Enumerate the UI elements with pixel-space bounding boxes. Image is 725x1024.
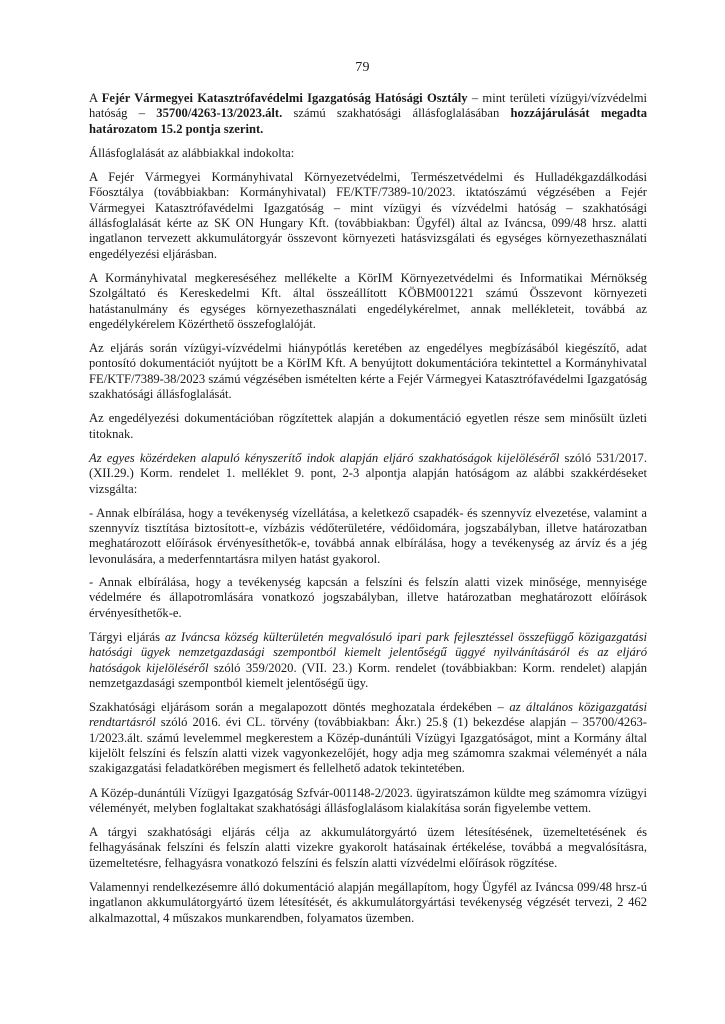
text-run: A Kormányhivatal megkereséséhez mellékelte a KörIM Környezetvédelmi és Informatikai Mérnökség Szolgáltató és Kereskedelmi Kft. által összeállított KÖBM001221 számú Összevont környezeti hatástanulmány és egységes környezethasználati engedélykérelmet, annak mellékleteit, továbbá az engedélykérelem Közérthető összefoglalóját. — [89, 270, 647, 331]
paragraph — [89, 825, 647, 871]
text-run: szóló 531/2017. (XII.29.) Korm. rendelet 1. melléklet 9. pont, 2-3 alpontja alapján hatóságom az alábbi szakkérdéseket vizsgálta: — [89, 450, 647, 496]
paragraph — [89, 700, 647, 776]
text-run: Tárgyi eljárás — [89, 629, 165, 644]
text-run: az általános közigazgatási rendtartásról — [89, 700, 647, 730]
page-number: 79 — [355, 60, 370, 75]
paragraph — [89, 91, 647, 137]
paragraph — [89, 506, 647, 567]
text-run: Az eljárás során vízügyi-vízvédelmi hiánypótlás keretében az engedélyes megbízásából kiegészítő, adat pontosító dokumentációt nyújtott be a KörIM Kft. A benyújtott dokumentációra tekintettel a Kormányhivatal FE/KTF/7389-38/2023 számú végzésében ismételten kérte a Fejér Vármegyei Katasztrófavédelmi Igazgatóság szakhatósági állásfoglalását. — [89, 341, 647, 402]
text-run: A tárgyi szakhatósági eljárás célja az akkumulátorgyártó üzem létesítésének, üzemeltetésének és felhagyásának felszíni és felszín alatti vizekre gyakorolt hatásainak értékelése, továbbá a megvalósításra, üzemeltetésre, felhagyásra vonatkozó felszíni és felszín alatti vízvédelmi előírások rögzítése. — [89, 825, 647, 870]
paragraph — [89, 575, 647, 621]
text-run: - Annak elbírálása, hogy a tevékenység vízellátása, a keletkező csapadék- és szennyvíz elvezetése, valamint a szennyvíz tisztítása biztosított-e, vízbázis védőterületére, védőidomára, jogszabályban, illetve határozatban meghatározott előírások érvényesíthetők-e, továbbá annak elbírálása, hogy a tevékenység az árvíz és a jég levonulására, a mederfenntartásra milyen hatást gyakorol. — [89, 505, 647, 566]
paragraph — [89, 630, 647, 691]
paragraph — [89, 411, 647, 442]
document-body — [89, 91, 647, 935]
text-run: szóló 359/2020. (VII. 23.) Korm. rendelet (továbbiakban: Korm. rendelet) alapján nemzetgazdasági szempontból kiemelt jelentőségű ügy. — [89, 660, 647, 690]
text-run: az Iváncsa község külterületén megvalósuló ipari park fejlesztéssel összefüggő közigazgatási hatósági ügyek nemzetgazdasági szempontból kiemelt jelentőségű üggyé nyilvánításáról és az eljáró hatóságok kijelöléséről — [89, 629, 647, 675]
text-run: szóló 2016. évi CL. törvény (továbbiakban: Ákr.) 25.§ (1) bekezdése alapján – 35700/4263-1/2023.ált. számú levelemmel megkerestem a Közép-dunántúli Vízügyi Igazgatóságot, mint a Kormány által kijelölt felszíni és felszín alatti vizek vagyonkezelőjét, hogy adja meg számomra szakmai véleményét a nála szakigazgatási feladatkörében megismert és fellelhető adatok tekintetében. — [89, 715, 647, 776]
text-run: Az egyes közérdeken alapuló kényszerítő indok alapján eljáró szakhatóságok kijelöléséről — [89, 450, 560, 465]
text-run: A — [89, 91, 102, 105]
text-run: Az engedélyezési dokumentációban rögzítettek alapján a dokumentáció egyetlen része sem minősült üzleti titoknak. — [89, 411, 647, 441]
text-run: – mint területi vízügyi/vízvédelmi hatóság – — [89, 91, 647, 121]
paragraph — [89, 451, 647, 497]
paragraph — [89, 146, 647, 161]
text-run: Valamennyi rendelkezésemre álló dokumentáció alapján megállapítom, hogy Ügyfél az Iváncsa 099/48 hrsz-ú ingatlanon akkumulátorgyártó üzem létesítését, és akkumulátorgyártási tevékenység végzését tervezi, 2 462 alkalmazottal, 4 műszakos munkarendben, folyamatos üzemben. — [89, 880, 647, 925]
text-run: Fejér Vármegyei Katasztrófavédelmi Igazgatóság Hatósági Osztály — [101, 91, 468, 105]
text-run: - Annak elbírálása, hogy a tevékenység kapcsán a felszíni és felszín alatti vizek minősége, mennyisége védelmére és állapotromlására vonatkozó jogszabályban, illetve határozatban meghatározott előírások érvényesíthetők-e. — [89, 575, 647, 620]
paragraph — [89, 170, 647, 262]
text-run: A Fejér Vármegyei Kormányhivatal Környezetvédelmi, Természetvédelmi és Hulladékgazdálkodási Főosztálya (továbbiakban: Kormányhivatal) FE/KTF/7389-10/2023. iktatószámú végzésében a Fejér Vármegyei Katasztrófavédelmi Igazgatóság – mint vízügyi és vízvédelmi hatóság – szakhatósági állásfoglalását kérte az SK ON Hungary Kft. (továbbiakban: Ügyfél) által az Iváncsa, 099/48 hrsz. alatti ingatlanon tervezett akkumulátorgyár összevont környezeti hatásvizsgálati és egységes környezethasználati engedélyezési eljárásban. — [89, 170, 647, 261]
paragraph — [89, 786, 647, 817]
paragraph — [89, 341, 647, 402]
paragraph — [89, 880, 647, 926]
text-run: A Közép-dunántúli Vízügyi Igazgatóság Szfvár-001148-2/2023. ügyiratszámon küldte meg számomra vízügyi véleményét, melyben foglaltakat szakhatósági állásfoglalásom kialakítása során figyelembe vettem. — [89, 785, 647, 815]
text-run: Állásfoglalását az alábbiakkal indokolta: — [89, 145, 295, 160]
text-run: Szakhatósági eljárásom során a megalapozott döntés meghozatala érdekében – — [89, 700, 510, 715]
text-run: hozzájárulását megadta határozatom 15.2 pontja szerint. — [89, 106, 647, 136]
text-run: számú szakhatósági állásfoglalásában — [282, 106, 511, 121]
text-run: 35700/4263-13/2023.ált. — [156, 106, 283, 121]
paragraph — [89, 271, 647, 332]
